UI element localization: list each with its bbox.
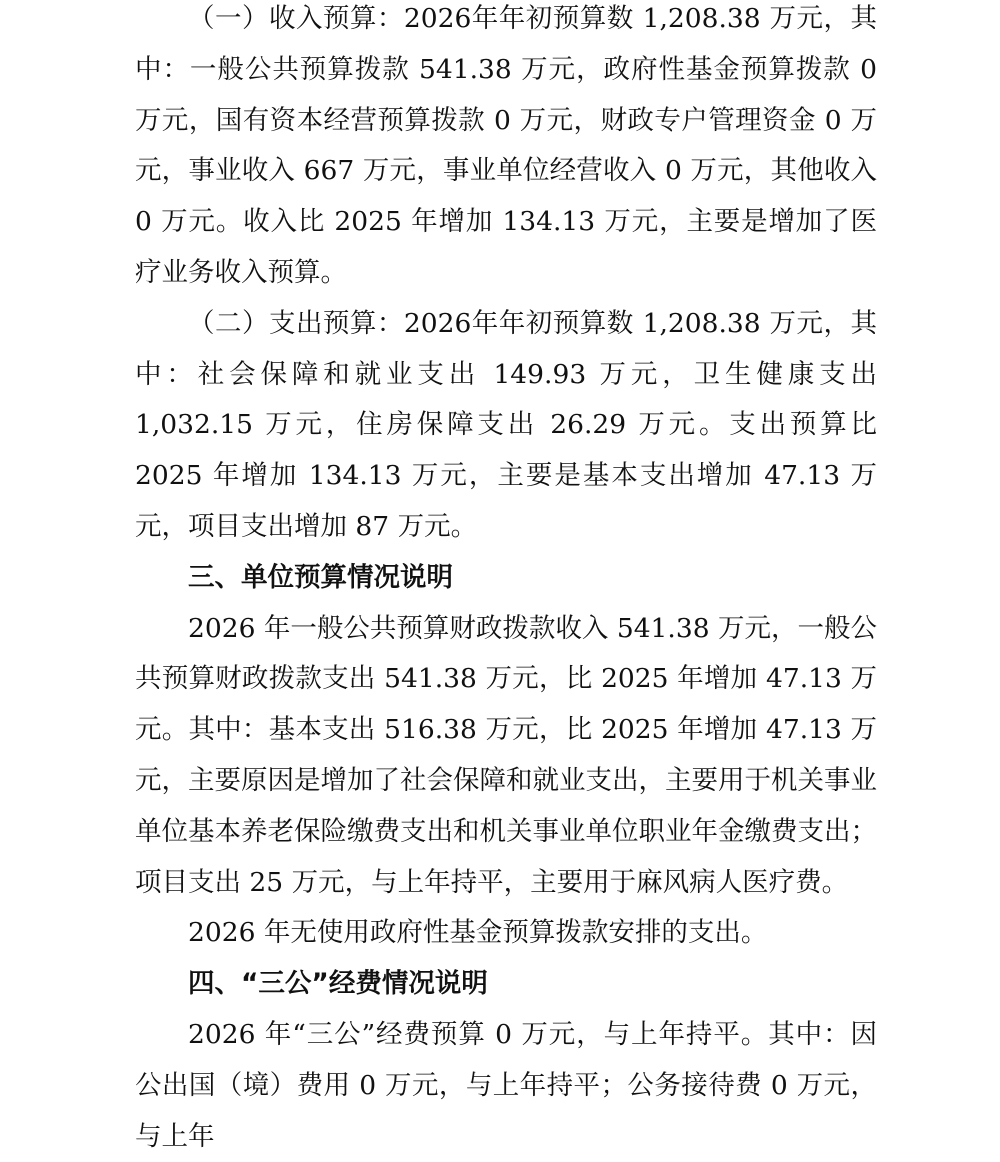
section-3-fund-paragraph: 2026 年无使用政府性基金预算拨款安排的支出。 bbox=[188, 917, 768, 949]
document-body bbox=[135, 0, 877, 1162]
expense-budget-paragraph: （二）支出预算：2026年年初预算数 1,208.38 万元，其中：社会保障和就业支出 149.93 万元，卫生健康支出 1,032.15 万元，住房保障支出 26.29 万元。支出预算比 2025 年增加 134.13 万元，主要是基本支出增加 47.13 万元，项目支出增加 87 万元。 bbox=[135, 307, 877, 542]
section-4-body-paragraph: 2026 年“三公”经费预算 0 万元，与上年持平。其中：因公出国（境）费用 0 万元，与上年持平；公务接待费 0 万元，与上年 bbox=[135, 1018, 877, 1152]
section-3-heading: 三、单位预算情况说明 bbox=[188, 561, 453, 593]
section-4-heading: 四、“三公”经费情况说明 bbox=[188, 968, 488, 1000]
section-3-body-paragraph: 2026 年一般公共预算财政拨款收入 541.38 万元，一般公共预算财政拨款支出 541.38 万元，比 2025 年增加 47.13 万元。其中：基本支出 516.38 万元，比 2025 年增加 47.13 万元，主要原因是增加了社会保障和就业支出，主要用于机关事业单位基本养老保险缴费支出和机关事业单位职业年金缴费支出；项目支出 25 万元，与上年持平，主要用于麻风病人医疗费。 bbox=[135, 612, 877, 898]
income-budget-paragraph: （一）收入预算：2026年年初预算数 1,208.38 万元，其中：一般公共预算拨款 541.38 万元，政府性基金预算拨款 0 万元，国有资本经营预算拨款 0 万元，财政专户管理资金 0 万元，事业收入 667 万元，事业单位经营收入 0 万元，其他收入 0 万元。收入比 2025 年增加 134.13 万元，主要是增加了医疗业务收入预算。 bbox=[135, 3, 877, 288]
